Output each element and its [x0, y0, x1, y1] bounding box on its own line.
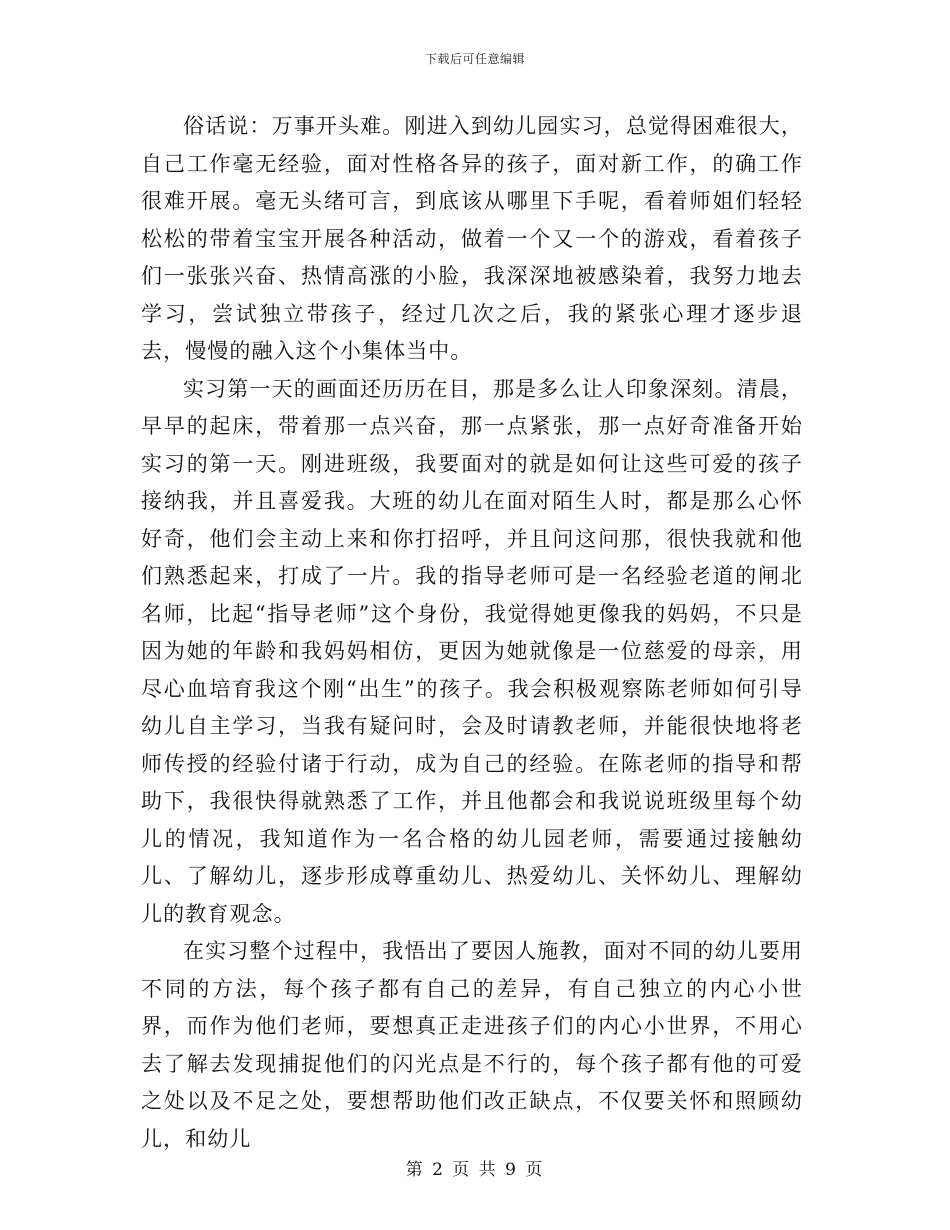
paragraph-3: 在实习整个过程中，我悟出了要因人施教，面对不同的幼儿要用不同的方法，每个孩子都有自己的差异，有自己独立的内心小世界，而作为他们老师，要想真正走进孩子们的内心小世界，不用心去了解去发现捕捉他们的闪光点是不行的，每个孩子都有他的可爱之处以及不足之处，要想帮助他们改正缺点，不仅要关怀和照顾幼儿，和幼儿: [141, 939, 803, 1151]
paragraph-1: 俗话说：万事开头难。刚进入到幼儿园实习，总觉得困难很大，自己工作毫无经验，面对性格各异的孩子，面对新工作，的确工作很难开展。毫无头绪可言，到底该从哪里下手呢，看着师姐们轻轻松松的带着宝宝开展各种活动，做着一个又一个的游戏，看着孩子们一张张兴奋、热情高涨的小脸，我深深地被感染着，我努力地去学习，尝试独立带孩子，经过几次之后，我的紧张心理才逐步退去，慢慢的融入这个小集体当中。: [141, 114, 803, 363]
document-body: [141, 108, 803, 1158]
page-footer: 第 2 页 共 9 页: [405, 1160, 545, 1180]
paragraph-2: 实习第一天的画面还历历在目，那是多么让人印象深刻。清晨，早早的起床，带着那一点兴奋，那一点紧张，那一点好奇准备开始实习的第一天。刚进班级，我要面对的就是如何让这些可爱的孩子接纳我，并且喜爱我。大班的幼儿在面对陌生人时，都是那么心怀好奇，他们会主动上来和你打招呼，并且问这问那，很快我就和他们熟悉起来，打成了一片。我的指导老师可是一名经验老道的闸北名师，比起“指导老师”这个身份，我觉得她更像我的妈妈，不只是因为她的年龄和我妈妈相仿，更因为她就像是一位慈爱的母亲，用尽心血培育我这个刚“出生”的孩子。我会积极观察陈老师如何引导幼儿自主学习，当我有疑问时，会及时请教老师，并能很快地将老师传授的经验付诸于行动，成为自己的经验。在陈老师的指导和帮助下，我很快得就熟悉了工作，并且他都会和我说说班级里每个幼儿的情况，我知道作为一名合格的幼儿园老师，需要通过接触幼儿、了解幼儿，逐步形成尊重幼儿、热爱幼儿、关怀幼儿、理解幼儿的教育观念。: [141, 376, 803, 926]
page-header: 下载后可任意编辑: [424, 52, 525, 66]
